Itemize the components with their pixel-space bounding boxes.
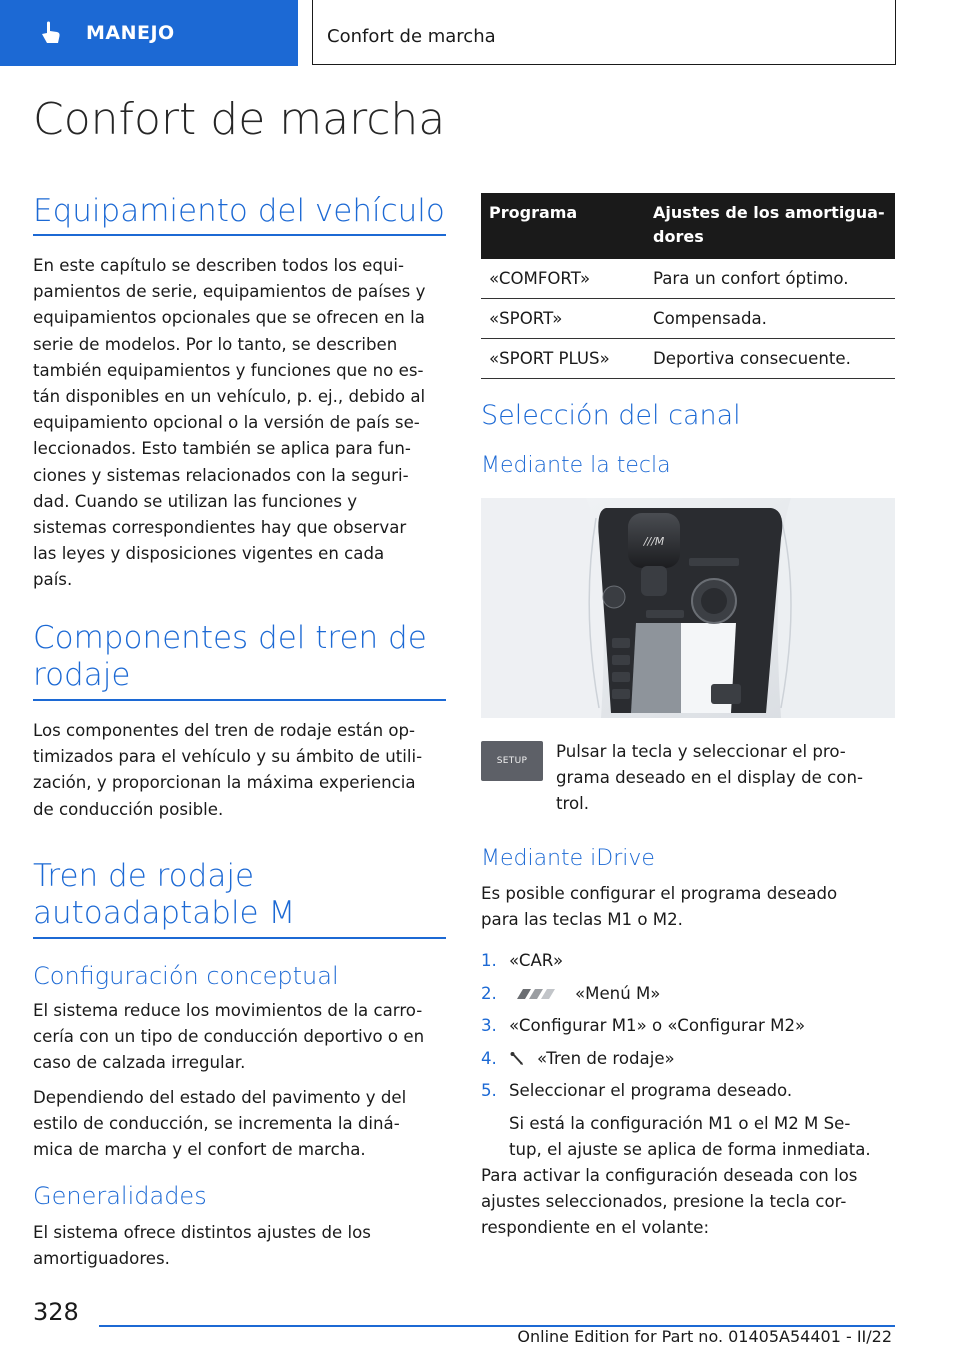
page-title: Confort de marcha [33,94,446,145]
heading-mediante-idrive: Mediante iDrive [481,846,655,871]
table-header-programa: Programa [481,193,645,259]
table-header-ajustes: Ajustes de los amortigua- dores [645,193,895,259]
table-cell-program: «COMFORT» [481,259,645,299]
paragraph-dependiendo: Dependiendo del estado del pavimento y del estilo de conducción, se incrementa la diná- mica de marcha y el confort de marcha. [33,1088,407,1160]
section-tab [0,0,298,66]
setup-button[interactable] [481,741,543,781]
table-header-row [481,193,895,259]
heading-rule [33,937,446,939]
table-row [481,339,895,379]
breadcrumb-label: Confort de marcha [327,26,496,47]
heading-componentes: Componentes del tren de rodaje [33,620,427,693]
page-number: 328 [33,1298,79,1326]
paragraph-equipamiento: En este capítulo se describen todos los equi- pamientos de serie, equipamientos de países y equipamientos opcionales que se ofrecen en la serie de modelos. Por lo tanto, se describen también equipamientos y funciones que no es- tán disponibles en un vehículo, p. ej., debido al equipamiento opcional o la versión de país se- leccionados. Esto también se aplica para fun- ciones y sistemas relacionados con la seguri- dad. Cuando se utilizan las funciones y sistemas correspondientes hay que observar las leyes y disposiciones vigentes en cada país. [33,256,426,590]
heading-mediante-tecla: Mediante la tecla [481,453,671,478]
setup-button-label: SETUP [496,756,528,766]
paragraph-setup: Pulsar la tecla y seleccionar el pro- grama deseado en el display de con- trol. [556,742,863,814]
paragraph-componentes: Los componentes del tren de rodaje están op- timizados para el vehículo y su ámbito de utili- zación, y proporcionan la máxima experiencia de conducción posible. [33,721,423,819]
list-item: 1. «CAR» [481,951,564,970]
paragraph-idrive: Es posible configurar el programa deseado para las teclas M1 o M2. [481,884,838,930]
table-row [481,259,895,299]
svg-text:///M: ///M [643,535,665,548]
list-item: 4. «Tren de rodaje» [481,1048,675,1068]
paragraph-activar: Para activar la configuración deseada con los ajustes seleccionados, presione la tecla cor- respondiente en el volante: [481,1166,858,1238]
heading-generalidades: Generalidades [33,1182,207,1210]
page-header [0,0,960,66]
heading-rule [33,234,446,236]
table-cell-program: «SPORT PLUS» [481,339,645,379]
paragraph-configuracion: El sistema reduce los movimientos de la carro- cería con un tipo de conducción deportivo o en caso de calzada irregular. [33,1001,425,1073]
heading-tren-rodaje: Tren de rodaje autoadaptable M [33,858,296,931]
heading-equipamiento: Equipamiento del vehículo [33,193,445,229]
breadcrumb [312,0,896,65]
list-item: 3. «Configurar M1» o «Configurar M2» [481,1016,806,1036]
m-stripes-icon [509,987,561,1001]
paragraph-generalidades: El sistema ofrece distintos ajustes de los amortiguadores. [33,1223,371,1269]
footer-edition: Online Edition for Part no. 01405A54401 - II/22 [517,1327,892,1346]
heading-rule [33,699,446,701]
damper-program-table [481,193,895,379]
table-cell-setting: Compensada. [645,299,895,339]
table-row [481,299,895,339]
heading-seleccion-canal: Selección del canal [481,400,741,431]
table-cell-program: «SPORT» [481,299,645,339]
heading-configuracion: Configuración conceptual [33,962,339,990]
table-cell-setting: Deportiva consecuente. [645,339,895,379]
section-label: MANEJO [86,22,175,44]
steering-hand-icon [38,20,64,46]
list-item: 2. «Menú M» [481,983,661,1003]
center-console-photo [481,498,895,718]
suspension-icon [509,1051,525,1067]
center-console-illustration [481,498,895,718]
idrive-steps-list [481,948,896,1169]
list-item: 5. Seleccionar el programa deseado. Si está la configuración M1 o el M2 M Se- tup, el ajuste se aplica de forma inmediata. [481,1081,871,1159]
table-cell-setting: Para un confort óptimo. [645,259,895,299]
